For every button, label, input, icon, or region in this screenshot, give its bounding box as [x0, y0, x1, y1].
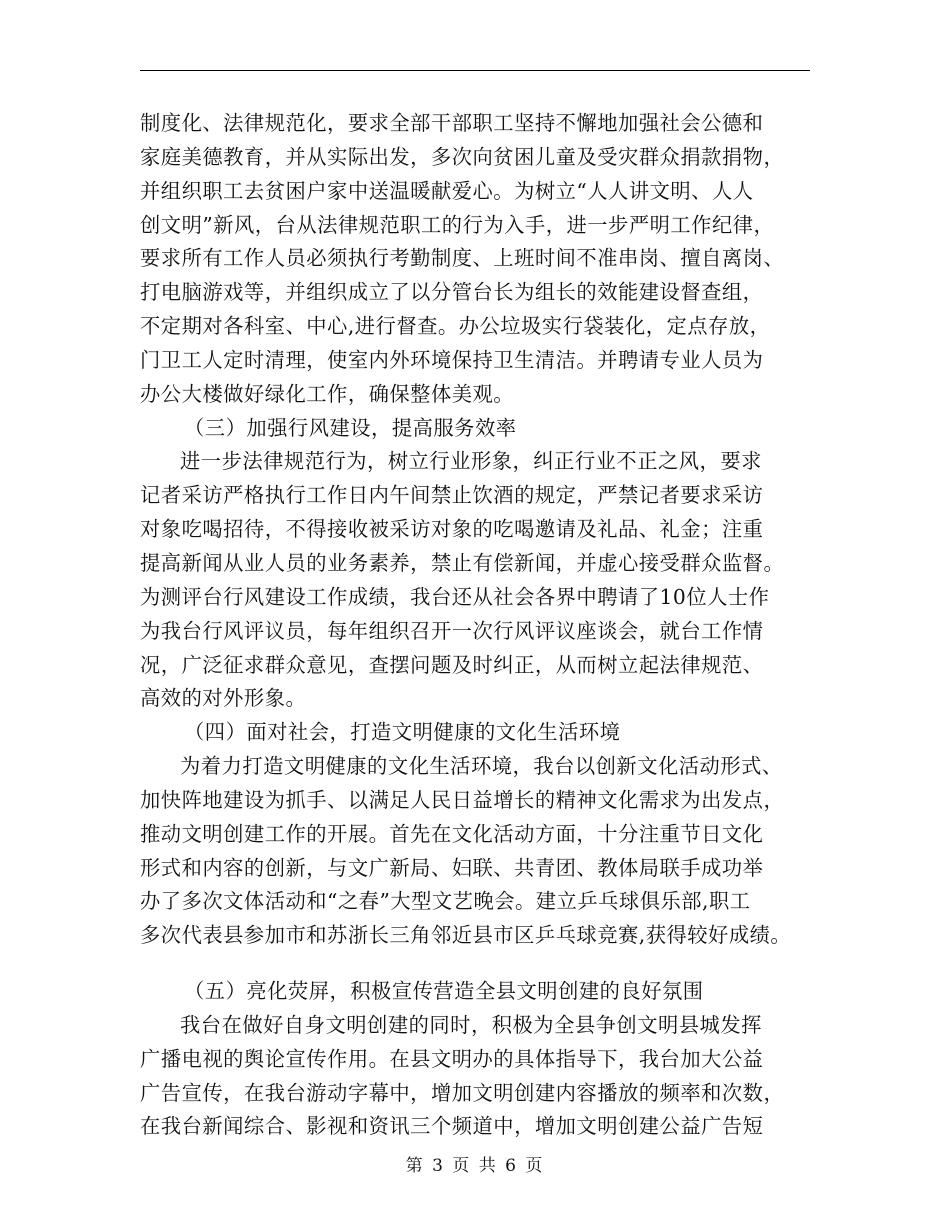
- text-line: 记者采访严格执行工作日内午间禁止饮酒的规定，严禁记者要求采访: [140, 483, 764, 508]
- text-line: 为我台行风评议员，每年组织召开一次行风评议座谈会，就台工作情: [140, 618, 764, 643]
- text-line: 我台在做好自身文明创建的同时，积极为全县争创文明县城发挥: [180, 1012, 762, 1037]
- text-line: 加快阵地建设为抓手、以满足人民日益增长的精神文化需求为出发点，: [140, 787, 785, 812]
- text-line: 打电脑游戏等，并组织成立了以分管台长为组长的效能建设督查组，: [140, 280, 764, 305]
- text-line: 进一步法律规范行为，树立行业形象，纠正行业不正之风，要求: [180, 449, 762, 474]
- text-line: 广播电视的舆论宣传作用。在县文明办的具体指导下，我台加大公益: [140, 1046, 764, 1071]
- text-line: 并组织职工去贫困户家中送温暖献爱心。为树立“人人讲文明、人人: [140, 178, 754, 203]
- section-heading-5: （五）亮化荧屏，积极宣传营造全县文明创建的良好氛围: [184, 979, 704, 1004]
- section-heading-4: （四）面对社会，打造文明健康的文化生活环境: [184, 720, 621, 745]
- text-line: 为测评台行风建设工作成绩，我台还从社会各界中聘请了10位人士作: [140, 584, 770, 609]
- text-line: 提高新闻从业人员的业务素养，禁止有偿新闻，并虚心接受群众监督。: [140, 550, 785, 575]
- page-number: 第 3 页 共 6 页: [405, 1156, 545, 1176]
- text-line: 要求所有工作人员必须执行考勤制度、上班时间不准串岗、擅自离岗、: [140, 246, 785, 271]
- text-line: 广告宣传，在我台游动字幕中，增加文明创建内容播放的频率和次数，: [140, 1080, 785, 1105]
- text-line: 办了多次文体活动和“之春”大型文艺晚会。建立乒乓球俱乐部,职工: [140, 889, 751, 914]
- text-line: 在我台新闻综合、影视和资讯三个频道中，增加文明创建公益广告短: [140, 1114, 764, 1139]
- text-line: 创文明”新风，台从法律规范职工的行为入手，进一步严明工作纪律，: [140, 212, 775, 237]
- text-line: 高效的对外形象。: [140, 686, 307, 711]
- text-line: 不定期对各科室、中心,进行督查。办公垃圾实行袋装化，定点存放，: [140, 314, 771, 339]
- text-line: 形式和内容的创新，与文广新局、妇联、共青团、教体局联手成功举: [140, 855, 764, 880]
- text-line: 门卫工人定时清理，使室内外环境保持卫生清洁。并聘请专业人员为: [140, 347, 764, 372]
- text-line: 况，广泛征求群众意见，查摆问题及时纠正，从而树立起法律规范、: [140, 652, 764, 677]
- document-body: [140, 107, 840, 1144]
- header-rule: [140, 70, 810, 71]
- text-line: 推动文明创建工作的开展。首先在文化活动方面，十分注重节日文化: [140, 821, 764, 846]
- text-line: 家庭美德教育，并从实际出发，多次向贫困儿童及受灾群众捐款捐物，: [140, 144, 785, 169]
- text-line: 多次代表县参加市和苏浙长三角邻近县市区乒乓球竞赛,获得较好成绩。: [140, 923, 792, 948]
- text-line: 办公大楼做好绿化工作，确保整体美观。: [140, 381, 515, 406]
- text-line: 为着力打造文明健康的文化生活环境，我台以创新文化活动形式、: [180, 754, 783, 779]
- text-line: 制度化、法律规范化，要求全部干部职工坚持不懈地加强社会公德和: [140, 111, 764, 135]
- section-heading-3: （三）加强行风建设，提高服务效率: [184, 415, 517, 440]
- text-line: 对象吃喝招待，不得接收被采访对象的吃喝邀请及礼品、礼金；注重: [140, 517, 764, 542]
